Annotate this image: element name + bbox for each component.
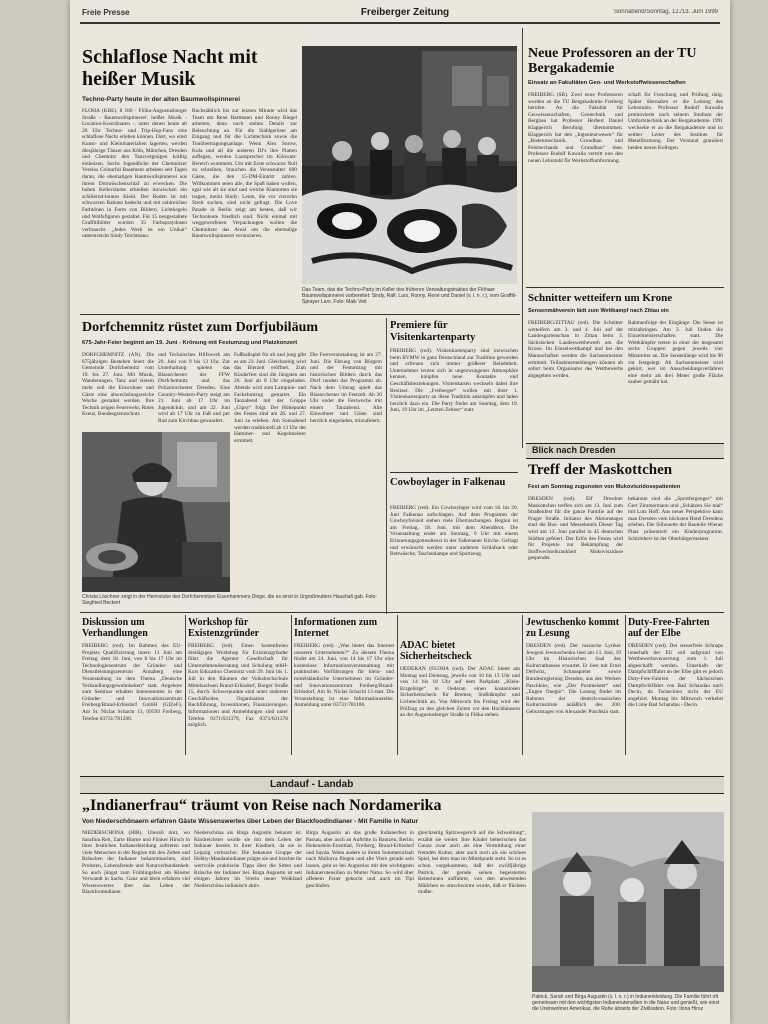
diskussion-body: FREIBERG (red). Im Rahmen des EU-Projekts Qualifizierung intern 11 Juni am Freitag, dem 18. Juni, von 8 bis 17 Uhr im Technologiezentrum der Gründer- und Dienstleistungszentrum Annaberg eine Veranstaltung zu dem Thema „Deutsche Verhandlungsgewohnheiten“ statt. Angebote zum Seminar erhalten Interessenten in der Gründer- und Innovationszentrum Freiberg/Brand-Erbisdorf GmbH (GIZeF), Am St. Niclas Schacht 13, 09599 Freiberg, Telefon 03731/781200. [82,643,182,722]
indianer-col4: gleichzeitig Spitzwegerich auf die Schwellung“, erzählt sie weiter. Ihre Kinder beherrschen das Ganze zwar auch als eine Vermittlung einer fremden Kultur, aber auch noch als ein schönes Spiel, bei dem man im Mittelpunkt steht. So ist es schon vorgekommen, daß der zwölfjährige Patrick, der gerade seinen begeisterten Reiterinnen auffuhrte, von den anwesenden Mädchen so umschwärmt wurde, daß er flüchten mußte. [418,830,526,896]
dorfchemnitz-col2: und Technisches Hilfswerk am 20. Juni von 9 bis 13 Uhr. Zur Unterhaltung spielen das Blasorchester der FFW Dorfchemnitz und das Polizeiorchester Dresden. Eine Country-Western-Party steigt am 21. Juni ab 17 Uhr im Jugendclub, und am 22. Juni wird ab 17 Uhr zu Fuß und per Rad zum Kirchbau gewandert. [158,352,230,424]
loschner-photo-caption: Christa Löschner zeigt in der Heimstube des Dorfchemnitzer Eisenhammers Dinge, die es einst in Urgroßmutters Haushalt gab. Foto: Siegfried Beckert [82,594,377,606]
newspaper-page [70,0,730,1024]
cowboy-body: FREIBERG (red). Ein Cowboylager wird vom 18. bis 20. Juni Falkenau aufschlagen. Auf dem Programm der Cowboyfreizeit stehen viele Überraschungen. Beginn ist am Freitag, 18. Juni, mit dem Abendbrot. Die Veranstaltung endet am Sonntag, 9 Uhr mit einem Erinnerungsgottesdienst in der Falkenauer Kirche. Gefragt und erwünscht werden unter anderem Schlafsack oder Bettwäsche, Taschenlampe und Sportzeug. [390,505,518,558]
dorfchemnitz-col3: Fußballspiel für alt und jung gibt es am 23. Juni. Gleichzeitig wird das Bierzelt eröffnet. Zum Kinderfest sind die Jüngsten am 26. Juni ab 8 Uhr eingeladen. Abends wird zum Lampion- und Fackelumzug gestartet. Ein Tanzabend mit der Gruppe „Gipsy“ folgt. Der Höhepunkt des Festes sind am 26. und 27. Juni zu erleben. Am Sonnabend werden traditionell ab 13 Uhr der Hammer- und Kegelmeister ermittelt. [234,352,306,444]
internet-body: FREIBERG (red). „Was bietet das Internet unserem Unternehmen?“ Zu diesem Thema findet am 24. Juni, von 14 bis 17 Uhr eine kostenlose Informationsveranstaltung mit praktischen Vorführungen für klein- und mittelständische Unternehmen im Gründer- und Innovationszentrum Freiberg/Brand-Erbisdorf, Am St. Niclas Schacht 13 statt. Die Veranstaltung ist eine Informationsreihe. Anmeldung unter 03731/781106. [294,643,394,709]
schnitter-headline: Schnitter wetteifern um Krone [528,292,673,304]
party-col2: Buchstäblich bis zur letzten Minute wird das Team um René Hartmann und Ronny Riegel arbeiten, denn noch stehen Details zur Beleuchtung an. Für die Stahlgerüste am Eingang und für die Lichttechnik sowie die Tonübertragungsanlage. Wenn Alex Sorow, Kola und all die anderen DJ's ihre Platten auflegen, werden Lautsprecher im Kilowatt-Bereich wummern. Um mit Erste schwarze Null zu schreiben, brauchen die Veranstalter 600 Gäste, die den 15-DM-Eintritt zahlen. Willkommen seien alle, die Spaß haben wollen, egal wie alt sie sind und welche Klamotten sie tragen, meint Sindy: Leute, die vor vierzehn Streit suchen, sind nicht gefragt. Die Love Parade in Berlin zeigt am besten, daß wir Technoleute friedlich sind. Nicht einmal mit weggeworfenen Verpackungen wollen die Chemnitzer das Areal um die ehemalige Baumwollspinnerei verunzieren. [192,108,297,240]
premiere-headline: Premiere für Visitenkartenparty [390,320,476,343]
jewtuschenko-body: DRESDEN (red). Der russische Lyriker Jewgeni Jewtuschenko liest am 13. Juni, 19 Uhr im Historischen Saal des Kulturrathauses erwartet. Er liest mit Ernst Dellwitz, Schauspieler sowie Bundesregierung Dresden, aus den Werken Paschkins, wie „Der Postmeister“ und „Eugen Onegin“. Die Lesung findet im Rahmen der deutsch-russischen Kulturinstitute anläßlich des 200. Geburtstages von Alexander Puschkin statt. [526,643,621,715]
workshop-headline: Workshop für Existenzgründer [188,617,260,639]
adac-body: OEDERAN (FLÖHA (red). Der ADAC bietet am Montag und Dienstag, jeweils von 10 bis 13 Uhr und von 14 bis 18 Uhr auf dem Parkplatz „Klein-Erzgebirge“ in Oederan einen kostenlosen Sicherheitscheck für Bremse, Stoßdämpfer und Lichttechnik an. Von Mittwoch bis Freitag wird der Prüfzug zu den gleichen Zeiten vor den Hochhäusern an der Augustusburger Straße in Flöha stehen. [400,666,520,719]
masthead-rule [80,22,720,24]
loschner-photo [82,432,230,592]
divider-d [522,615,523,755]
professors-headline: Neue Professoren an der TU Bergakademie [528,46,697,76]
cowboy-headline: Cowboylager in Falkenau [390,477,506,488]
party-headline: Schlaflose Nacht mit heißer Musik [82,46,258,90]
indianer-col2: Niederschöna als Birga Augustin bekannt ist. Kindreichster wurde sie mit dem Leben der Indianer bereits in ihrer Kindheit, da sie in Leipzig verbrachte. Die bekannte Gruppe der Hobby-Mandanindianer prägte sie und brachte ihr wertvolle praktische Tipps über die Sitten und Bräuche der Indianer bei. Birga Augustin ist seit einigen Jahren im Verein neuer Wolkland Niederschöna indianisch aktiv. [194,830,302,889]
masthead-center: Freiberger Zeitung [360,7,450,18]
masthead-date: Sonnabend/Sonntag, 12./13. Juni 1999 [613,9,718,15]
workshop-body: FREIBERG (red). Einen kostenfreien dreitägigen Workshop für Existenzgründer führt die Agentur Gesellschaft für Unternehmensberatung und Schulung mbH-Kurs Education Chemnitz vom 29. Juni bis 1. Juli in den Räumen der Volkshochschule Mittelsachsen Brand-Erbisdorf, Burger Straße 15, durch. Schwerpunkte sind unter anderem Geschäftsidee, Organisation der Buchführung, Investitionen, Finanzierungen. Informationen und Anmeldungen sind unter Telefon 0371/631379, Fax 0371/631378 möglich. [188,643,288,729]
party-col1: FLÖHA (KBE). 8 180 - Flöha-Augustusburger Straße - Baumwollspinnerei: heißer Musik - Location-Koordinaten -, unter denen heute ab 20 Uhr Techno- und Trip-Hop-Fans eine schlaflose Nacht erleben können. Dort, wo einst Kunst- und Kleinmaterialien lagerten, werden diesjährige Tänzer aus Köln, München, Dresden und Chemnitz den Tanzvergnügen kräftig einheizen. Sechs Jugendliche der Chemnitzer Vereins Colourful Basement arbeiten seit Tagen daran, die ehemaligen Baumwollspinnerei aus ihrem Dornröschenschlaf zu erwecken. Die hohen Kellerräume erhielten inzwischen ein schillernd-buntes Kleid. Der Boden ist mit schwarzen Bahnen bedeckt und mit zahlreichen Farbtönen in Form von Bildern, Lichtkegeln und Wolfsfiguren gestaltet. Für 15 neugestaltete Graffitibilder wurden 35 Farbspraydosen verbraucht. „Jedes Werk ist ein Unikat“ unterstreicht Sindy Teichmann. [82,108,187,240]
maskottchen-subhead: Fest am Sonntag zugunsten von Mukoviszidosepatienten [528,484,681,490]
masthead-left: Freie Presse [82,8,130,17]
indianer-col3: Birga Augustin an das große Indianerfest in Passau, aber auch an Auftritte in Bautzen, Berlin, Hohenstein-Ernstthal, Freiberg, Brand-Erbisdorf und Sayda. Wenn andere in ihrem Sommerurlaub nach Mallorca fliegen und alle Viere gerade sein lassen, geht es bei Augustins mit den wichtigsten Indianerutensilien zu Mutter Natur. So wird über offenem Feuer gekocht und auch im Tipi geschlafen. [306,830,414,889]
divider-cowboy [390,472,518,473]
schnitter-col1: FREIBERG/ZITTAU (red). Die Schnitter wetteifern am 3. und 4. Juli auf der Landesgartenschau in Zittau beim 3. Sächsischen Landeswettbewerb um die Krone. Im Einzelwettkampf und bei den Mannschaften werden die Sachsenmeister ermittelt. Teilnahmemeldungen können ab sofort beim Organisator des Wettbewerbs abgegeben werden. [528,320,623,379]
divider-dorfchemnitz [80,314,520,315]
dorfchemnitz-subhead: 675-Jahr-Feier beginnt am 19. Juni - Krönung mit Festumzug und Platzkonzert [82,340,298,346]
professors-col1: FREIBERG (SR). Zwei neue Professoren wurden an die TU Bergakademie Freiberg berufen. An die Fakultät für Geowissenschaften, Geotechnik und Bergbau hat Professor Herbert Daniel Klapperich Berufung übernommen. Klapperich hat den „Ingenieurwesen“ für „Bodenmechanik, Grundbau und Felsmechanik und Grundbau“ inne. Professor Rudolf Kawalla vertritt nun den neuen Lehrstuhl für Werkstoffumformung. [528,92,623,164]
indianer-family-image [532,812,724,992]
indianer-headline: „Indianerfrau“ träumt von Reise nach Nordamerika [82,797,442,814]
divider-c [397,615,398,755]
dutyfree-body: DRESDEN (red). Der steuerfreie Schnaps innerhalb der EU soll aufgrund von Wettbewerbsverzerrung zum 1. Juli abgeschafft werden. Unterhalb der Dampfschifffahrt an der Elbe gibt es jedoch Duty-Free-Fahrten der Sächsischen Dampfschiffahrt von Bad Schandau nach Decin, da Tschechien nicht der EU angehört. Montag bis Mittwoch verkehrt die Linie Bad Schandau - Decin. [628,643,723,709]
divider-top-right [522,28,523,448]
diskussion-headline: Diskussion um Verhandlungen [82,617,148,639]
heimstube-image [82,432,230,592]
indianer-subhead: Von Niederschönaern erfahren Gäste Wissenswertes über Leben der Blackfoodindianer - Mit Familie in Natur [82,818,419,825]
band-dresden-label: Blick nach Dresden [532,445,616,455]
premiere-body: FREIBERG (red). Visitenkartenparty sind inzwischen beim BVMW in ganz Deutschland zur Tradition geworden und erfreuen sich immer größerer Beliebtheit. Unternehmer lernen sich in ungezwungener Atmosphäre kennen, knüpfen neue Kontakte und Geschäftsbeziehungen. Visitenkarten wechseln dabei ihre Besitzer. Die „Freiberger“ wollen mit ihrer 1. Visitenkartenparty an diese Tradition anknüpfen und laden herzlich dazu ein. Die Party findet am Sonntag, dem 19. Juni, 19 Uhr im „Letzten Zehner“ statt. [390,348,518,414]
band-dresden [526,443,724,459]
graffiti-crowd-image [302,46,517,284]
indianer-photo-caption: Patrick, Sarah und Birga Augustin (v. l. n. r.) in Indianerkleidung. Die Familie führt oft gemeinsam mit den wichtigsten Indianerutensilien in die Natur und genießt, wie einst die Ureinwohner Amerikas, die Ruhe abseits der Zivilisation. Foto: Ilona Hiroz [532,994,720,1012]
maskottchen-col2: bekannte sind die „Sportfergenger“ mit Gert Zimmermann und „Schätzen Sie mal“ mit Lutz Hoff. Aus neuer Perspektive kann man Dresden vom höchsten Hotel Dresdens erleben. Die Silhouette der Bauteile Wiener Platz präsentiert ein Kinderprogramm. Schirmherr ist der Oberbürgermeister. [628,496,723,542]
party-subhead: Techno-Party heute in der alten Baumwollspinnerei [82,96,241,103]
dorfchemnitz-col4: Die Festveranstaltung ist am 27. Juni. Die Ehrung von Bürgern und der Festumzug mit historischen Bildern durch das Dorf runden das Programm ab. Nach dem Umzug spielt das Blasorchester im Festzelt. Ab 20 Uhr endet die Festwoche mit einem Tanzabend. Alle Einwohner und Gäste sind herzlich eingeladen, mitzufeiern. [310,352,382,424]
schnitter-col2: Rahmenfolge der Eingänge: Die Sense ist mitzubringen. Am 3. Juli finden die Einzelmeisterschaften statt. Die Wettkämpfer treten in einer der insgesamt sechs Gruppen gegen jeweils vier Mitstreiter an. Die Sensenlänge wird bis 90 cm festgelegt. Ab Sachsenmeister wird gekürt, wer im Ausscheidungsverfahren eine mehr als drei Meter große Fläche sauber gemäht hat. [628,320,723,386]
divider-a [185,615,186,755]
divider-e [625,615,626,755]
dorfchemnitz-headline: Dorfchemnitz rüstet zum Dorfjubiläum [82,320,319,335]
indianer-photo [532,812,724,992]
band-landauf-label: Landauf - Landab [270,779,354,790]
divider-b [291,615,292,755]
dutyfree-headline: Duty-Free-Fahrten auf der Elbe [628,617,710,639]
schnitter-subhead: Sensenmähverein lädt zum Wettkampf nach Zittau ein [528,308,669,314]
divider-professors [526,287,724,288]
divider-row2 [80,612,724,613]
techno-party-photo [302,46,517,284]
professors-col2: schaft für Forschung und Prüfung tätig. Später übernahm er die Leitung des Lehrstuhls. Professor Rudolf Kawalla promovierte nach seinem Studium der Umformtechnik an der Bergakademie. 1991 wechselte er an die Bergakademie und ist seither Leiter des Instituts für Metallformung. Der Vorstand gratuliert beiden neuen Kollegen. [628,92,723,151]
jewtuschenko-headline: Jewtuschenko kommt zu Lesung [526,617,620,639]
internet-headline: Informationen zum Internet [294,617,378,639]
maskottchen-col1: DRESDEN (red). Elf Dresdner Maskottchen treffen sich am 13. Juni zum Straßenfest für die ganze Familie auf der Prager Straße. Initiator des Aktionstages sind die Bus- und Messehotels Dieser Tag wird am 13. Juni parallel in 45 deutschen Städten gefeiert. Der Erlös des Festes wird für Projekte zur Bekämpfung der Stoffwechselkrankheit Mukoviszidose gespendet. [528,496,623,562]
dorfchemnitz-col1: DORFCHEMNITZ (AN). Die 675jährigen Bestehen feiert die Gemeinde Dorfchemnitz vom 19. bis 27. Juni. Mit Musik, Wanderungen, Tanz und vielem mehr soll die Einwohner und Gäste eine abwechslungsreiche Woche gestaltet werden. Ihre Technik zeigen Feuerwehr, Rotes Kreuz, Bundesgrenzschutz [82,352,154,418]
indianer-col1: NIEDERSCHÖNA (HIR). Überall dort, wo Sarafina Reh, Zarte Blume und Flinker Hirsch in ihrer festlichen Indianerkleidung auftreten und viele Menschen in der Region mit den Zelten und Bräuchen der Indianer bekanntmachen, sind Probsten, Lebensfreude und Naturverbundenheit. So auch jüngst zum Frühlingsfest am Kloster Verwandt in Sachs. Ganz und klein erfahren viel Wissenswertes über das Leben der Blackfootindianer. [82,830,190,896]
band-landauf [80,776,724,794]
maskottchen-headline: Treff der Maskottchen [528,462,673,478]
divider-premiere [386,318,387,614]
professors-subhead: Einsatz an Fakultäten Geo- und Werkstoffwissenschaften [528,80,686,86]
adac-headline: ADAC bietet Sicherheitscheck [400,640,472,662]
party-photo-caption: Das Team, das die Techno-Party im Keller des früheren Verwaltungstraktes der Flöhaer Baumwollspinnerei vorbereitet: Sindy, Ralf, Lars, Ronny, René und Daniel (v. l. n. r.), vom Graffiti-Sprayer Lars. Foto: Maik Veit [302,287,517,305]
